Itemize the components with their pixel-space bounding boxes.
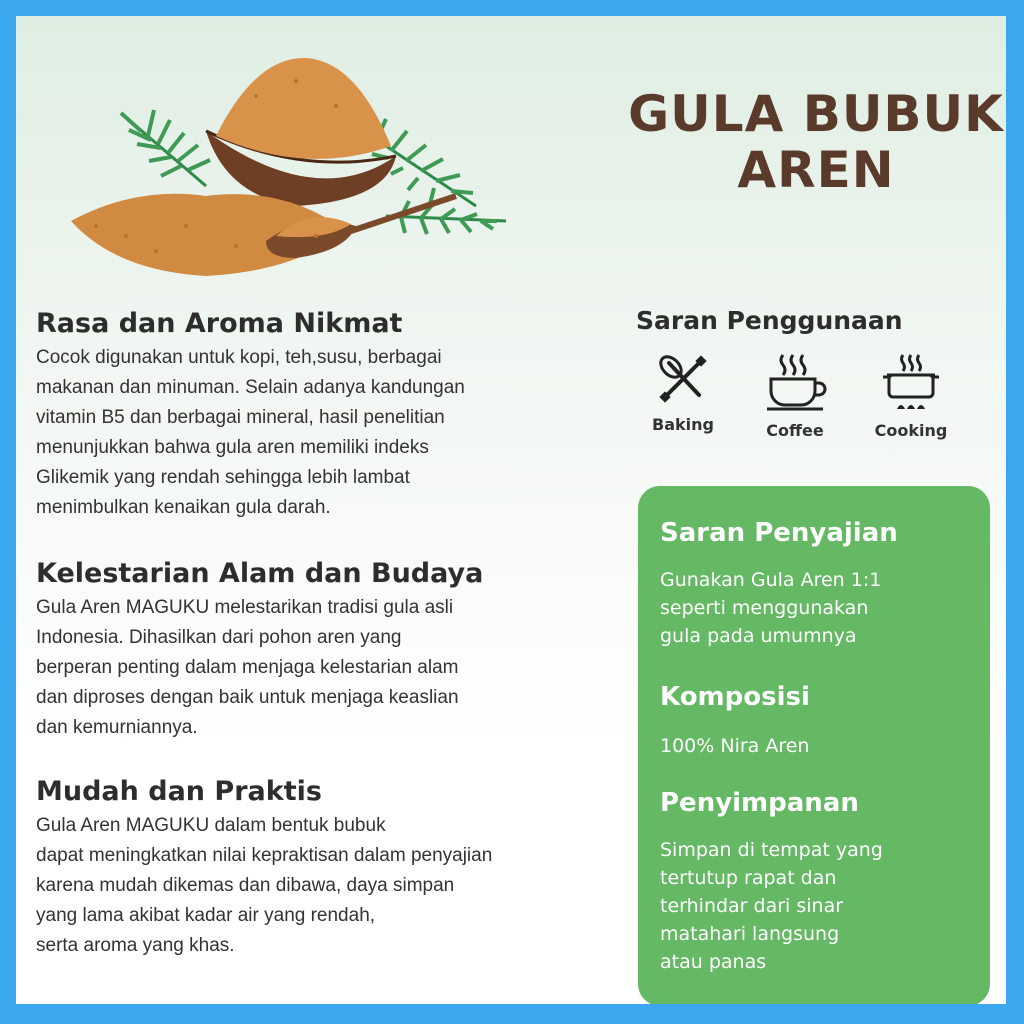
storage-body: Simpan di tempat yang tertutup rapat dan terhindar dari sinar matahari langsung atau panas: [660, 839, 883, 973]
storage-title: Penyimpanan: [660, 788, 859, 818]
composition-title: Komposisi: [660, 682, 810, 712]
composition-body: 100% Nira Aren: [660, 735, 810, 757]
coffee-cup-icon: [763, 351, 827, 413]
section-heading: Mudah dan Praktis: [36, 776, 322, 807]
usage-item-coffee: [740, 351, 850, 440]
usage-item-baking: [628, 351, 738, 434]
serving-body: Gunakan Gula Aren 1:1 seperti menggunakan gula pada umumnya: [660, 569, 882, 647]
section-body: Gula Aren MAGUKU dalam bentuk bubuk dapat meningkatkan nilai kepraktisan dalam penyajian karena mudah dikemas dan dibawa, daya simpan yang lama akibat kadar air yang rendah, serta aroma yang khas.: [36, 815, 493, 956]
section-mudah-praktis: [36, 776, 626, 961]
usage-label: Cooking: [874, 421, 948, 440]
page-title: [616, 86, 1006, 198]
section-body: Gula Aren MAGUKU melestarikan tradisi gula asli Indonesia. Dihasilkan dari pohon aren yang berperan penting dalam menjaga kelestarian alam dan diproses dengan baik untuk menjaga keaslian dan kemurniannya.: [36, 597, 459, 738]
title-text: GULA BUBUK AREN: [628, 85, 1004, 199]
usage-title: Saran Penggunaan: [636, 306, 903, 335]
section-heading: Rasa dan Aroma Nikmat: [36, 308, 403, 339]
palm-sugar-illustration: [56, 36, 516, 286]
section-body: Cocok digunakan untuk kopi, teh,susu, berbagai makanan dan minuman. Selain adanya kandungan vitamin B5 dan berbagai mineral, hasil penelitian menunjukkan bahwa gula aren memiliki indeks Glikemik yang rendah sehingga lebih lambat menimbulkan kenaikan gula darah.: [36, 347, 465, 518]
serving-title: Saran Penyajian: [660, 518, 898, 548]
usage-label: Baking: [652, 415, 714, 434]
section-heading: Kelestarian Alam dan Budaya: [36, 558, 484, 589]
section-kelestarian: [36, 558, 626, 743]
cooking-pot-icon: [879, 351, 943, 413]
section-rasa-aroma: [36, 308, 626, 523]
usage-label: Coffee: [766, 421, 824, 440]
usage-item-cooking: [856, 351, 966, 440]
info-panel: [638, 486, 990, 1004]
product-card: [16, 16, 1006, 1004]
whisk-rolling-pin-icon: [655, 351, 711, 407]
